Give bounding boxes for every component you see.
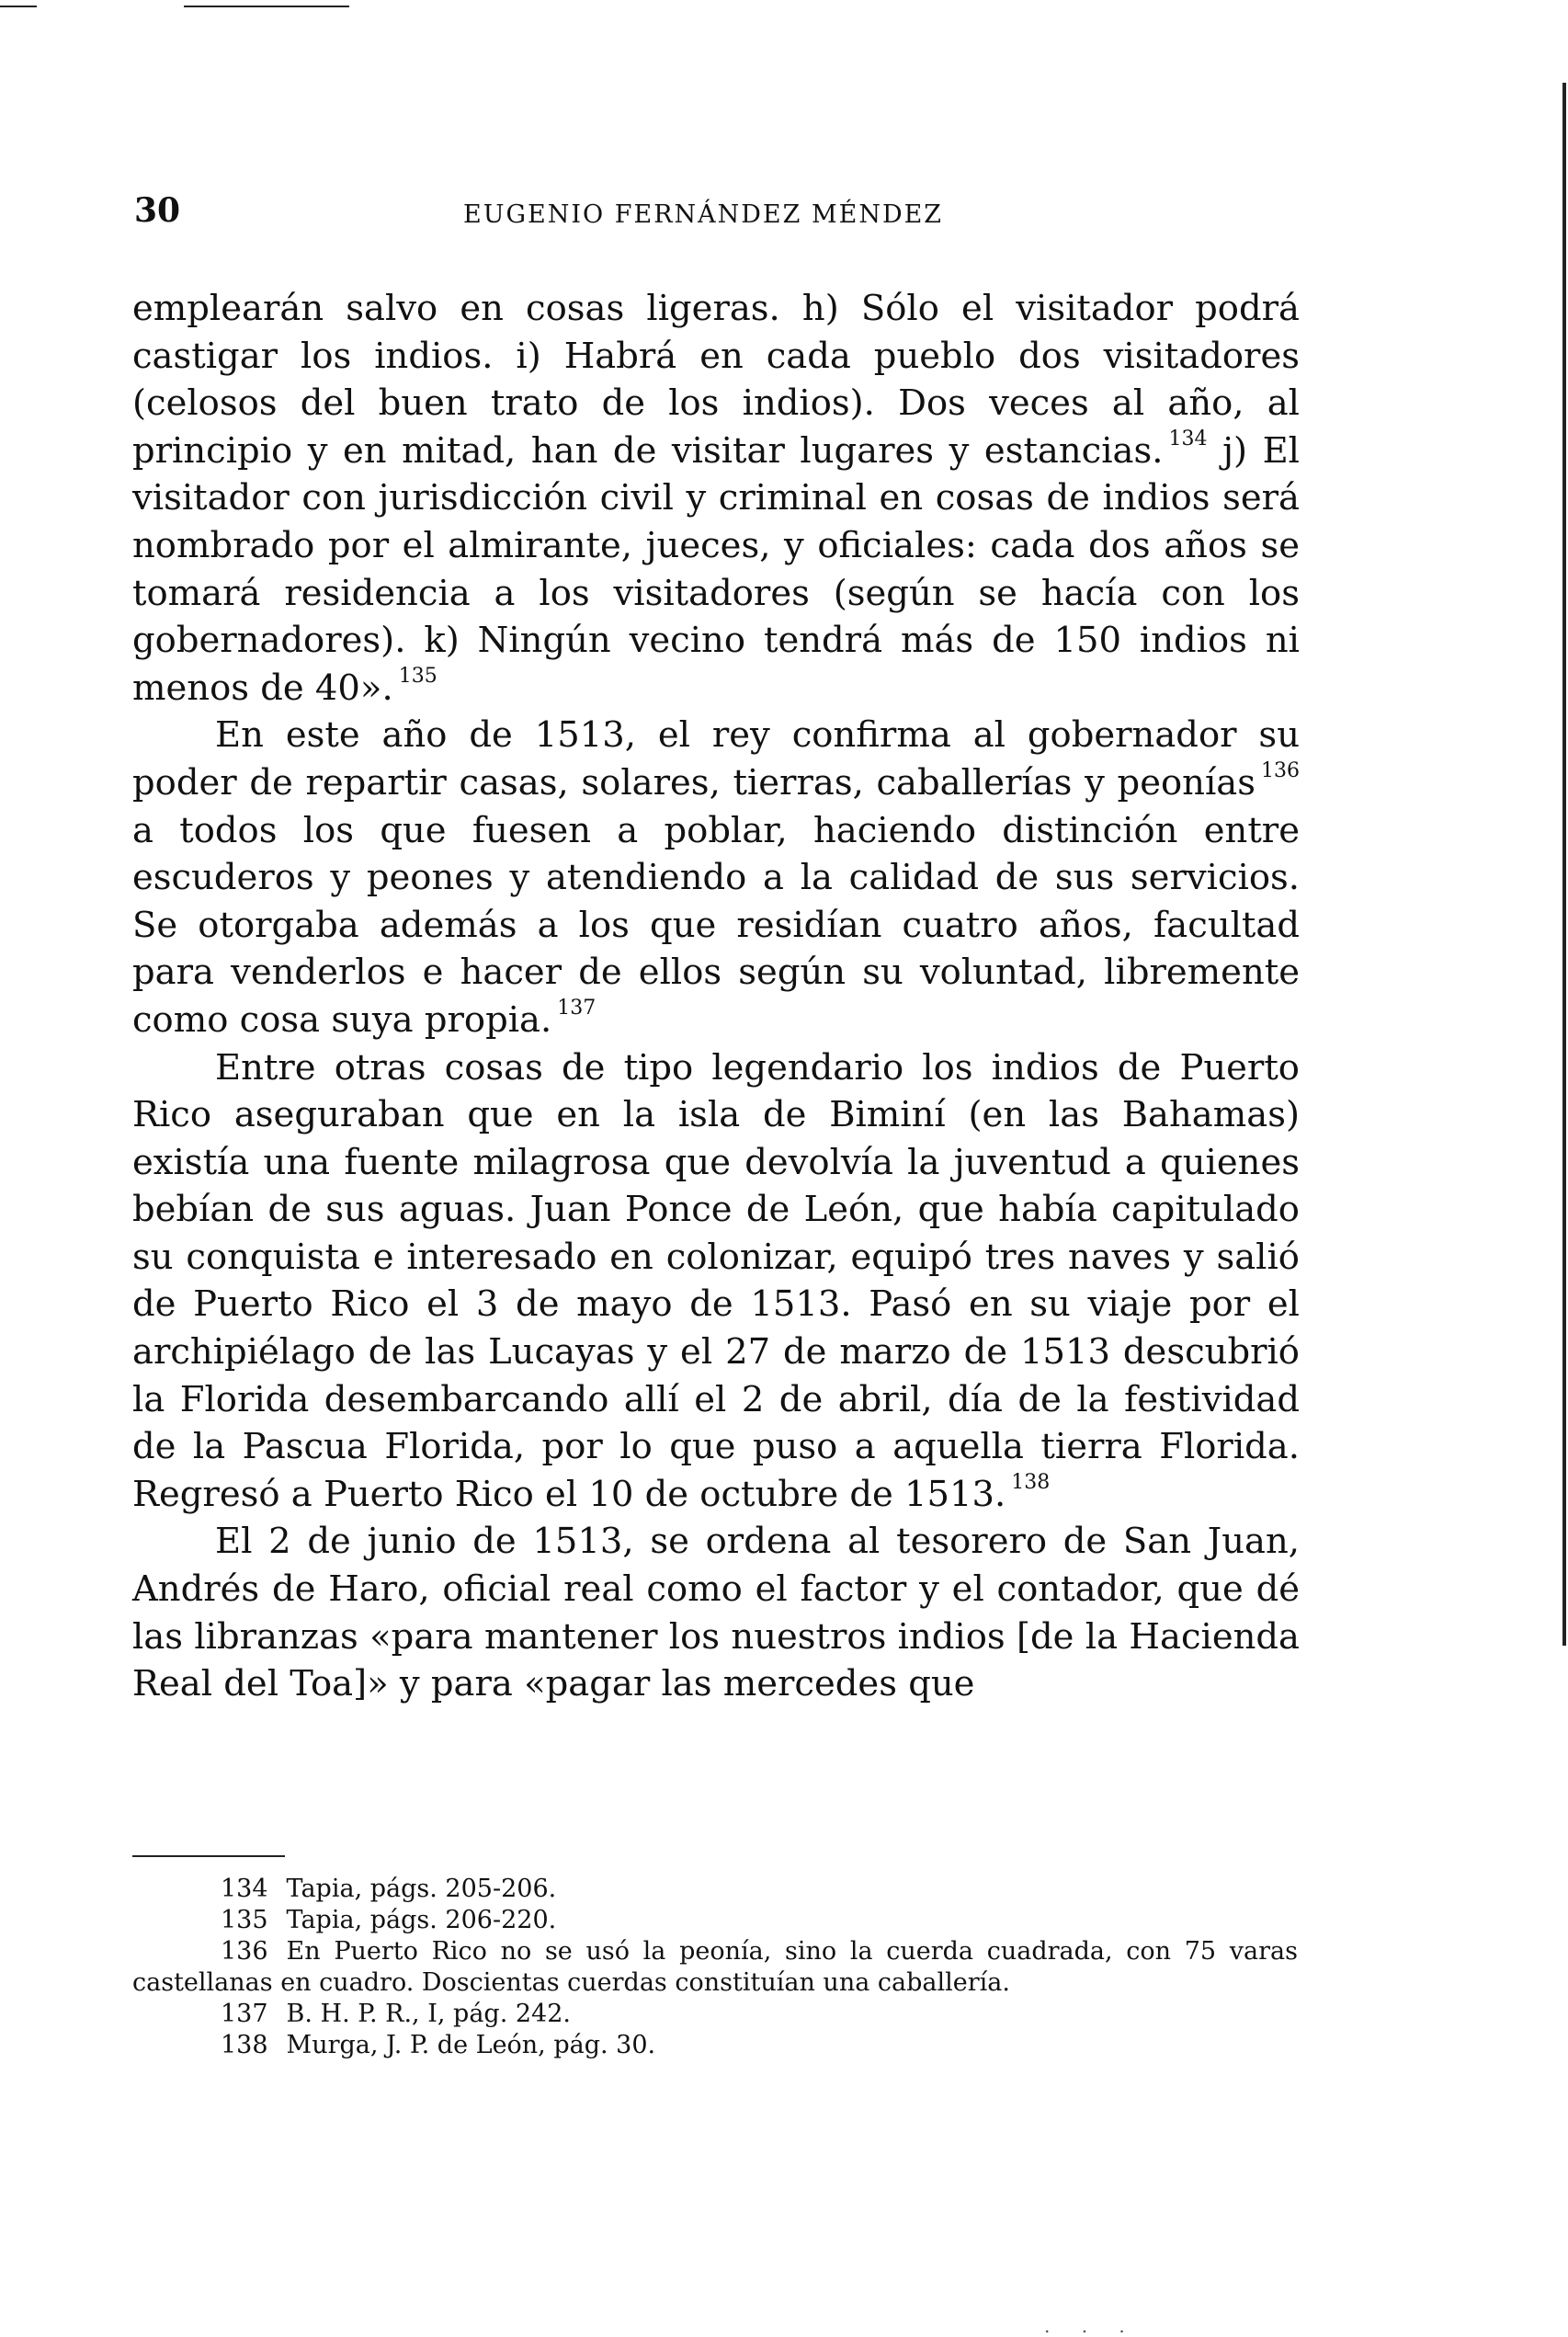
footnote-136: [132, 1936, 1298, 1999]
footnote-number: 136: [221, 1937, 268, 1966]
footnote-separator: [132, 1855, 285, 1857]
running-head: EUGENIO FERNÁNDEZ MÉNDEZ: [463, 200, 944, 229]
footnote-134: [132, 1874, 1298, 1905]
footnotes: [132, 1874, 1298, 2061]
footnote-number: 138: [221, 2031, 268, 2059]
top-edge-mark: [0, 6, 37, 7]
footnote-138: [132, 2030, 1298, 2061]
footnote-ref-138: 138: [1011, 1471, 1051, 1495]
paragraph-1-text-b: j) El visitador con jurisdicción civil y criminal en cosas de indios será nombrado por el almirante, jueces, y oficiales: cada dos años se tomará residencia a los visitadores (según se hacía con los gobernadores). k) Ningún vecino tendrá más de 150 indios ni menos de 40».: [132, 429, 1300, 709]
paragraph-1: [132, 285, 1300, 712]
paragraph-2-text-b: a todos los que fuesen a poblar, haciendo distinción entre escuderos y peones y atendiendo a la calidad de sus servicios. Se otorgaba además a los que residían cuatro años, facultad para venderlos e hacer de ellos según su voluntad, libremente como cosa suya propia.: [132, 809, 1300, 1041]
scan-speck: . . .: [1044, 2315, 1138, 2337]
footnote-text: En Puerto Rico no se usó la peonía, sino la cuerda cuadrada, con 75 varas castellanas en cuadro. Doscientas cuerdas constituían una caballería.: [132, 1937, 1298, 1997]
footnote-ref-134: 134: [1168, 428, 1208, 451]
footnote-number: 135: [221, 1906, 268, 1934]
footnote-text: B. H. P. R., I, pág. 242.: [286, 2000, 571, 2028]
paragraph-2: [132, 712, 1300, 1043]
footnote-number: 137: [221, 2000, 268, 2028]
footnote-text: Murga, J. P. de León, pág. 30.: [286, 2031, 656, 2059]
footnote-text: Tapia, págs. 205-206.: [286, 1875, 557, 1903]
footnote-ref-135: 135: [398, 665, 437, 689]
body-text: [132, 285, 1300, 1708]
footnote-ref-137: 137: [557, 997, 597, 1020]
paragraph-4-text: El 2 de junio de 1513, se ordena al tesorero de San Juan, Andrés de Haro, oficial real como el factor y el contador, que dé las libranzas «para mantener los nuestros indios [de la Hacienda Real del Toa]» y para «pagar las mercedes que: [132, 1521, 1300, 1705]
paragraph-1-text-a: emplearán salvo en cosas ligeras. h) Sólo el visitador podrá castigar los indios. i) Habrá en cada pueblo dos visitadores (celosos del buen trato de los indios). Dos veces al año, al principio y en mitad, han de visitar lugares y estancias.: [132, 288, 1300, 472]
footnote-text: Tapia, págs. 206-220.: [286, 1906, 557, 1934]
paragraph-2-text-a: En este año de 1513, el rey confirma al gobernador su poder de repartir casas, solares, tierras, caballerías y peonías: [132, 714, 1300, 804]
footnote-135: [132, 1905, 1298, 1936]
page-header: [134, 191, 1296, 237]
page-number: 30: [134, 191, 181, 230]
page-edge-line: [1562, 83, 1566, 1646]
footnote-137: [132, 1999, 1298, 2030]
footnote-number: 134: [221, 1875, 268, 1903]
footnote-ref-136: 136: [1261, 759, 1300, 783]
paragraph-3: [132, 1044, 1300, 1519]
paragraph-4: [132, 1518, 1300, 1707]
top-edge-rule: [184, 6, 349, 7]
paragraph-3-text: Entre otras cosas de tipo legendario los indios de Puerto Rico aseguraban que en la isla de Biminí (en las Bahamas) existía una fuente milagrosa que devolvía la juventud a quienes bebían de sus aguas. Juan Ponce de León, que había capitulado su conquista e interesado en colonizar, equipó tres naves y salió de Puerto Rico el 3 de mayo de 1513. Pasó en su viaje por el archipiélago de las Lucayas y el 27 de marzo de 1513 descubrió la Florida desembarcando allí el 2 de abril, día de la festividad de la Pascua Florida, por lo que puso a aquella tierra Florida. Regresó a Puerto Rico el 10 de octubre de 1513.: [132, 1046, 1300, 1515]
